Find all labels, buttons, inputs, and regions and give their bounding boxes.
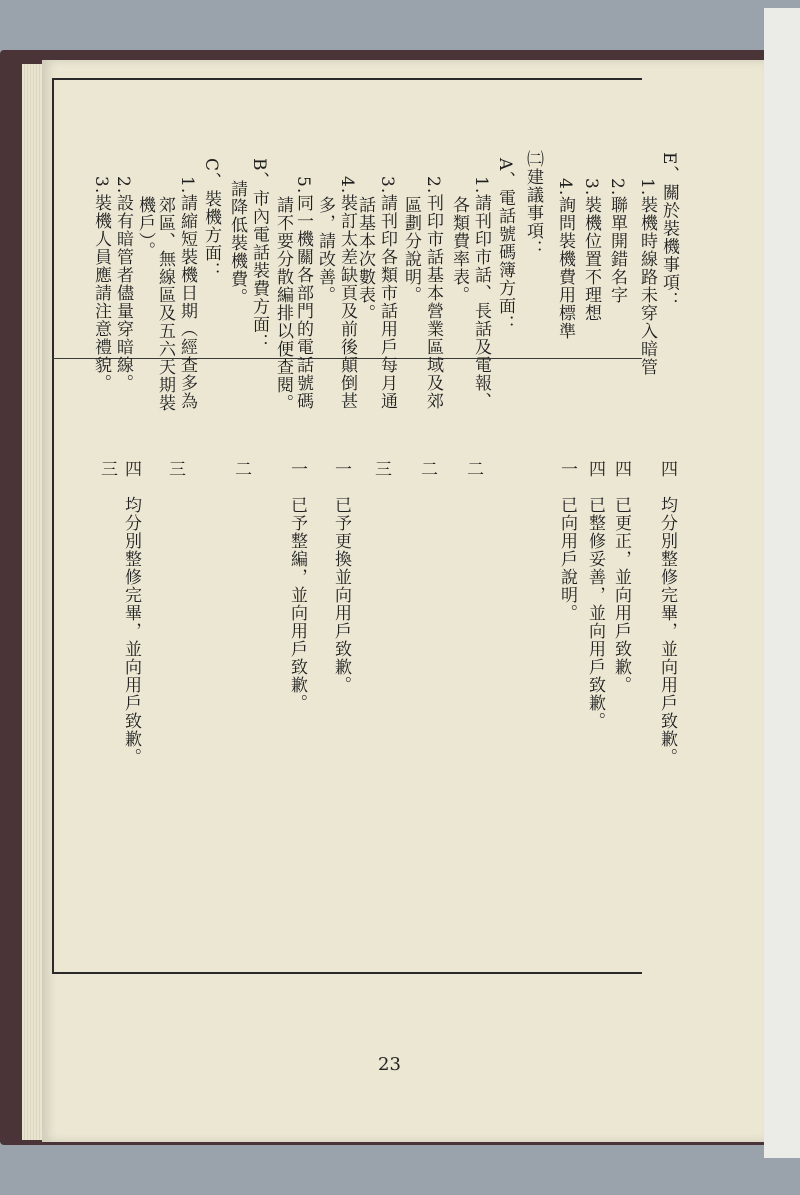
section-heading: ㈡建議事項： bbox=[523, 150, 543, 258]
response-row: 三 bbox=[165, 460, 185, 478]
sub-heading: C、裝機方面： bbox=[201, 158, 221, 281]
list-item-continued: 郊區、無線區及五六天期裝 bbox=[155, 196, 175, 412]
list-item: 請降低裝機費。 bbox=[227, 180, 247, 306]
response-row: 二 bbox=[231, 460, 251, 478]
list-item: 3.請刊印各類市話用戶每月通 bbox=[377, 176, 397, 411]
list-item: 2.刊印市話基本營業區域及郊 bbox=[423, 176, 443, 411]
list-item-continued: 請不要分散編排以便查閱。 bbox=[273, 196, 293, 412]
response-row: 三 bbox=[371, 460, 391, 478]
list-item: 1.請縮短裝機日期（經查多為 bbox=[177, 176, 197, 411]
list-item: 1.裝機時線路未穿入暗管 bbox=[637, 178, 657, 377]
sub-heading: B、市內電話裝費方面： bbox=[249, 158, 269, 352]
response-row: 二 bbox=[417, 460, 437, 478]
list-item: 3.裝機位置不理想 bbox=[581, 178, 601, 323]
list-item: 2.設有暗管者儘量穿暗線。 bbox=[113, 176, 133, 393]
list-item: 4.詢問裝機費用標準 bbox=[555, 178, 575, 341]
response-row: 一 已向用戶說明。 bbox=[557, 460, 577, 622]
response-row: 一 已予整編，並向用戶致歉。 bbox=[287, 460, 307, 712]
response-row: 二 bbox=[463, 460, 483, 478]
list-item: 2.聯單開錯名字 bbox=[607, 178, 627, 305]
list-item: 1.請刊印市話、長話及電報、 bbox=[471, 176, 491, 411]
section-heading: E、關於裝機事項： bbox=[659, 152, 679, 310]
response-row: 一 已予更換並向用戶致歉。 bbox=[331, 460, 351, 694]
response-row: 四 均分別整修完畢，並向用戶致歉。 bbox=[657, 460, 677, 766]
list-item-continued: 各類費率表。 bbox=[449, 196, 469, 304]
response-row: 四 已整修妥善，並向用戶致歉。 bbox=[585, 460, 605, 730]
page-number: 23 bbox=[378, 1054, 401, 1075]
list-item: 5.同一機關各部門的電話號碼 bbox=[293, 176, 313, 411]
response-row: 三 bbox=[97, 460, 117, 478]
adjacent-page bbox=[764, 8, 800, 1158]
sub-heading: A、電話號碼簿方面： bbox=[495, 158, 515, 334]
list-item-continued: 機戶）。 bbox=[135, 196, 155, 260]
list-item-continued: 區劃分說明。 bbox=[401, 196, 421, 304]
list-item-continued: 話基本次數表。 bbox=[355, 196, 375, 322]
list-item: 3.裝機人員應請注意禮貌。 bbox=[91, 176, 111, 393]
response-row: 四 已更正，並向用戶致歉。 bbox=[611, 460, 631, 694]
list-item-continued: 多，請改善。 bbox=[315, 196, 335, 304]
list-item: 4.裝訂太差缺頁及前後顛倒甚 bbox=[337, 176, 357, 411]
response-row: 四 均分別整修完畢，並向用戶致歉。 bbox=[121, 460, 141, 766]
